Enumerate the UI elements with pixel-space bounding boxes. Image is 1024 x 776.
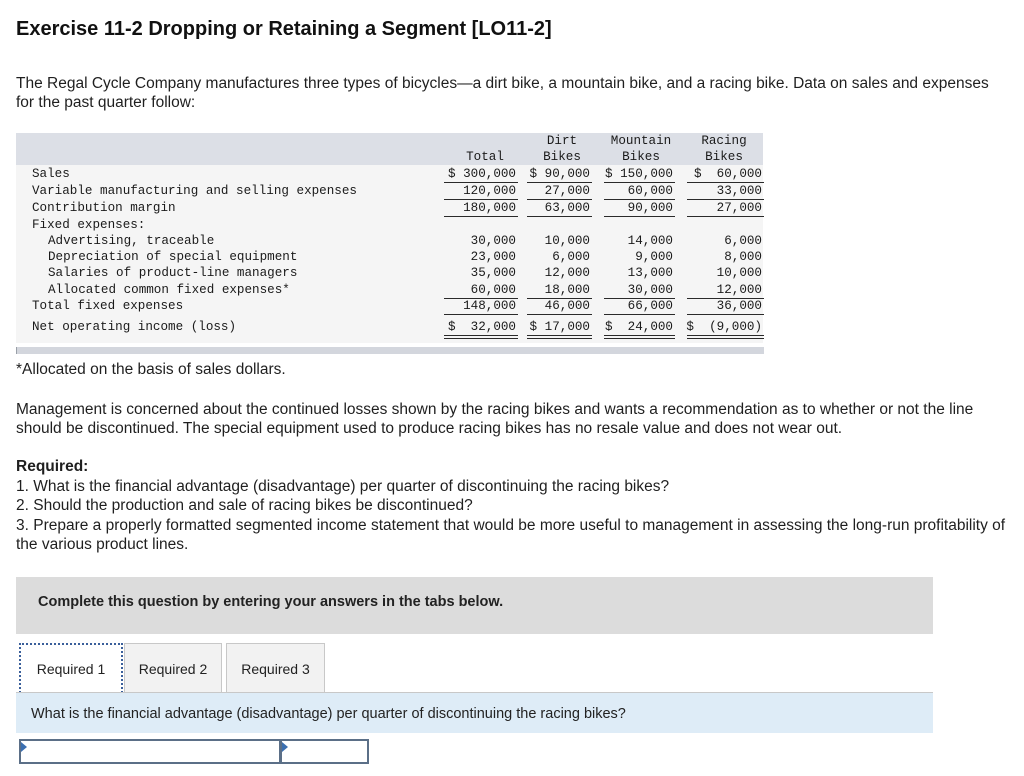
- input-flag-icon: [21, 742, 27, 752]
- cell-underline: [527, 199, 592, 200]
- row-label: Variable manufacturing and selling expenses: [32, 184, 357, 198]
- cell-double-underline: [444, 335, 518, 336]
- instructions-box: [16, 577, 933, 634]
- row-label: Depreciation of special equipment: [48, 250, 298, 264]
- tab-required-3[interactable]: Required 3: [226, 643, 325, 693]
- row-label: Allocated common fixed expenses*: [48, 283, 290, 297]
- answer-amount-input[interactable]: [280, 739, 369, 764]
- cell-racing: 8,000: [724, 250, 762, 264]
- intro-paragraph: The Regal Cycle Company manufactures three types of bicycles—a dirt bike, a mountain bike, and a racing bike. Data on sales and expenses for the past quarter follow:: [16, 75, 989, 111]
- required-section: [16, 457, 1016, 555]
- cell-dirt: 46,000: [544, 299, 590, 313]
- cell-mountain: $ 150,000: [604, 167, 673, 181]
- cell-total: $ 300,000: [447, 167, 516, 181]
- cell-mountain: 90,000: [627, 201, 673, 215]
- cell-underline: [687, 182, 764, 183]
- cell-mountain: 30,000: [627, 283, 673, 297]
- tab-required-1[interactable]: Required 1: [19, 643, 123, 693]
- cell-double-underline: [527, 335, 592, 336]
- cell-dirt: 12,000: [544, 266, 590, 280]
- cell-underline: [604, 314, 675, 315]
- cell-underline: [527, 314, 592, 315]
- row-label: Sales: [32, 167, 70, 181]
- row-label: Advertising, traceable: [48, 234, 215, 248]
- cell-underline: [604, 182, 675, 183]
- cell-mountain: 9,000: [635, 250, 673, 264]
- cell-underline: [604, 216, 675, 217]
- cell-dirt: 18,000: [544, 283, 590, 297]
- required-heading: Required:: [16, 458, 89, 475]
- header-mountain-line2: Bikes: [622, 150, 660, 164]
- question-band: [16, 693, 933, 733]
- cell-dirt: $ 17,000: [529, 320, 590, 334]
- header-mountain-line1: Mountain: [610, 134, 672, 148]
- cell-total: $ 32,000: [447, 320, 516, 334]
- header-racing-line1: Racing: [701, 134, 747, 148]
- cell-racing: 33,000: [716, 184, 762, 198]
- header-total: Total: [466, 150, 504, 164]
- cell-racing: $ (9,000): [686, 320, 762, 334]
- row-label: Contribution margin: [32, 201, 176, 215]
- input-flag-icon: [282, 742, 288, 752]
- cell-underline: [444, 182, 518, 183]
- required-item-1: 1. What is the financial advantage (disadvantage) per quarter of discontinuing the racing bikes?: [16, 477, 670, 495]
- cell-double-underline: [604, 335, 675, 336]
- segment-data-table: [16, 133, 763, 355]
- cell-racing: $ 60,000: [693, 167, 762, 181]
- cell-underline: [444, 199, 518, 200]
- cell-underline: [527, 216, 592, 217]
- table-bottom-band: [16, 347, 764, 354]
- required-item-3: 3. Prepare a properly formatted segmented income statement that would be more useful to management in assessing the long-run profitability of the various product lines.: [16, 516, 1006, 553]
- header-dirt-line2: Bikes: [543, 150, 581, 164]
- cell-double-underline: [527, 338, 592, 339]
- tab-required-2[interactable]: Required 2: [124, 643, 222, 693]
- row-label: Salaries of product-line managers: [48, 266, 298, 280]
- cell-total: 180,000: [463, 201, 516, 215]
- cell-dirt: 63,000: [544, 201, 590, 215]
- cell-underline: [687, 314, 764, 315]
- cell-underline: [444, 314, 518, 315]
- cell-total: 148,000: [463, 299, 516, 313]
- cell-dirt: $ 90,000: [529, 167, 590, 181]
- cell-mountain: 66,000: [627, 299, 673, 313]
- cell-racing: 36,000: [716, 299, 762, 313]
- cell-underline: [444, 216, 518, 217]
- question-text: What is the financial advantage (disadvantage) per quarter of discontinuing the racing bikes?: [31, 706, 626, 722]
- cell-racing: 10,000: [716, 266, 762, 280]
- cell-double-underline: [444, 338, 518, 339]
- cell-mountain: 13,000: [627, 266, 673, 280]
- table-footnote: *Allocated on the basis of sales dollars.: [16, 361, 286, 378]
- cell-racing: 12,000: [716, 283, 762, 297]
- cell-racing: 6,000: [724, 234, 762, 248]
- cell-racing: 27,000: [716, 201, 762, 215]
- cell-mountain: 14,000: [627, 234, 673, 248]
- cell-underline: [687, 216, 764, 217]
- management-concern-paragraph: Management is concerned about the continued losses shown by the racing bikes and wants a recommendation as to whether or not the line should be discontinued. The special equipment used to produce racing bikes has no resale value and does not wear out.: [16, 401, 974, 437]
- cell-total: 120,000: [463, 184, 516, 198]
- cell-total: 60,000: [470, 283, 516, 297]
- cell-dirt: 10,000: [544, 234, 590, 248]
- header-racing-line2: Bikes: [705, 150, 743, 164]
- instructions-text: Complete this question by entering your answers in the tabs below.: [38, 594, 504, 610]
- cell-dirt: 6,000: [552, 250, 590, 264]
- row-label: Total fixed expenses: [32, 299, 184, 313]
- row-label: Fixed expenses:: [32, 218, 146, 232]
- required-item-2: 2. Should the production and sale of racing bikes be discontinued?: [16, 497, 473, 514]
- cell-total: 35,000: [470, 266, 516, 280]
- cell-total: 23,000: [470, 250, 516, 264]
- cell-underline: [604, 199, 675, 200]
- cell-double-underline: [687, 338, 764, 339]
- cell-mountain: 60,000: [627, 184, 673, 198]
- header-dirt-line1: Dirt: [546, 134, 578, 148]
- cell-total: 30,000: [470, 234, 516, 248]
- cell-double-underline: [604, 338, 675, 339]
- answer-label-input[interactable]: [19, 739, 281, 764]
- row-label: Net operating income (loss): [32, 320, 237, 334]
- cell-underline: [527, 182, 592, 183]
- exercise-title: Exercise 11-2 Dropping or Retaining a Segment [LO11-2]: [16, 18, 552, 40]
- cell-dirt: 27,000: [544, 184, 590, 198]
- cell-underline: [687, 199, 764, 200]
- cell-mountain: $ 24,000: [604, 320, 673, 334]
- cell-double-underline: [687, 335, 764, 336]
